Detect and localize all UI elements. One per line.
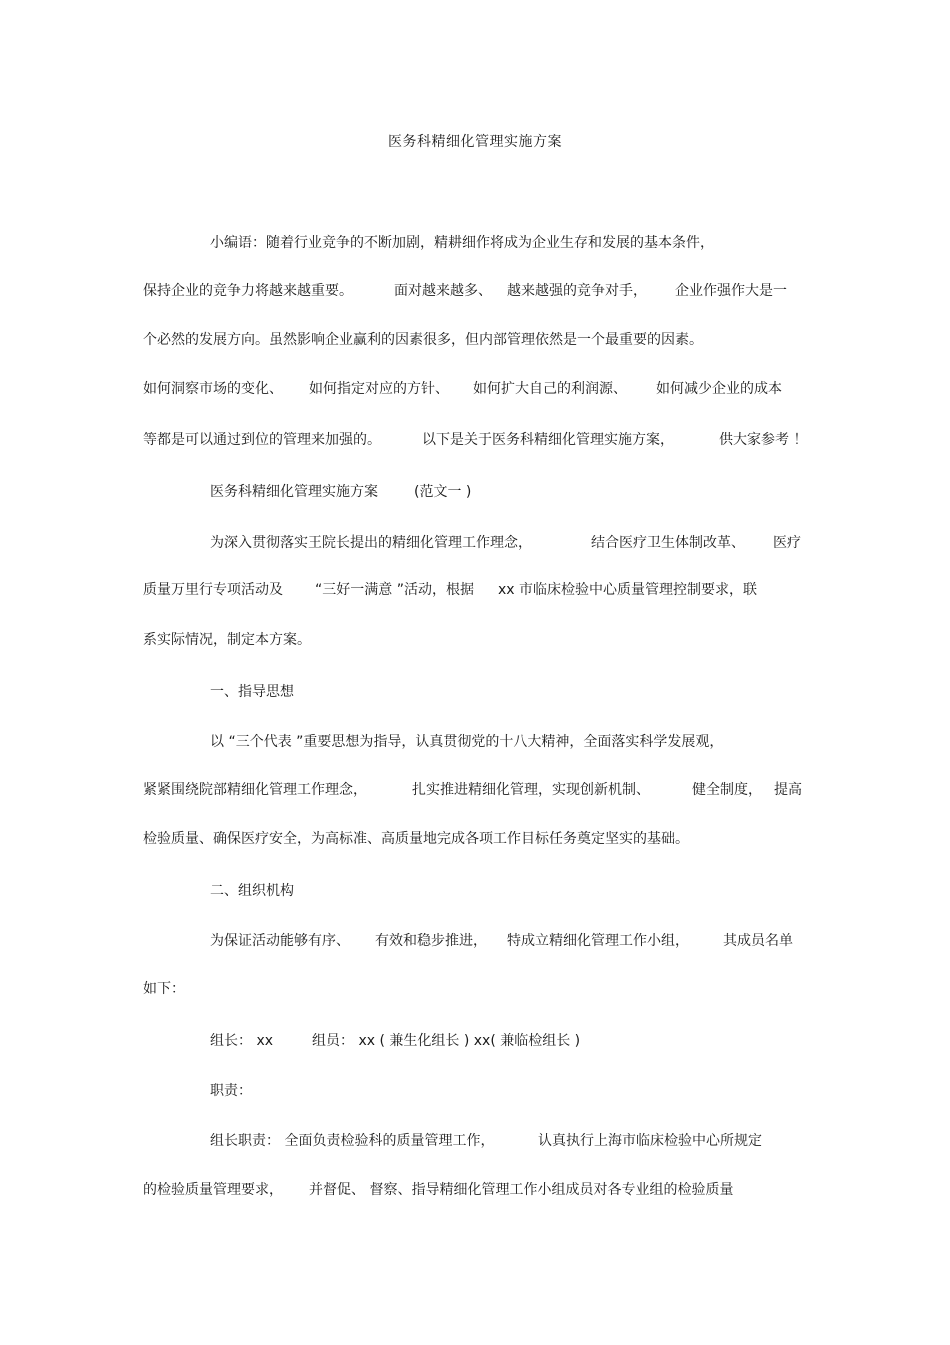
text-segment: 特成立精细化管理工作小组，	[507, 933, 689, 949]
text-segment: 认真执行上海市临床检验中心所规定	[538, 1133, 762, 1149]
text-segment: 如何减少企业的成本	[656, 381, 782, 397]
text-segment: 如何指定对应的方针、	[309, 381, 449, 397]
document-title: 医务科精细化管理实施方案	[388, 134, 562, 150]
text-segment: 面对越来越多、	[394, 283, 492, 299]
text-segment: 检验质量、确保医疗安全，为高标准、高质量地完成各项工作目标任务奠定坚实的基础。	[143, 831, 689, 847]
text-segment: 组长职责： 全面负责检验科的质量管理工作，	[210, 1133, 495, 1149]
text-segment: 医务科精细化管理实施方案	[210, 484, 378, 500]
text-segment: “三好一满意 ”活动，根据	[315, 582, 474, 598]
text-segment: 等都是可以通过到位的管理来加强的。	[143, 432, 381, 448]
text-segment: 为保证活动能够有序、	[210, 933, 350, 949]
text-segment: 其成员名单	[723, 933, 793, 949]
text-segment: 如下：	[143, 981, 185, 997]
text-segment: xx 市临床检验中心质量管理控制要求，联	[498, 582, 758, 598]
text-segment: 有效和稳步推进，	[375, 933, 487, 949]
text-segment: 紧紧围绕院部精细化管理工作理念，	[143, 782, 367, 798]
text-segment: 健全制度，	[692, 782, 762, 798]
text-segment: 个必然的发展方向。虽然影响企业赢利的因素很多，但内部管理依然是一个最重要的因素。	[143, 332, 703, 348]
text-segment: 越来越强的竞争对手，	[507, 283, 647, 299]
text-segment: 提高	[774, 782, 802, 798]
text-segment: 为深入贯彻落实王院长提出的精细化管理工作理念，	[210, 535, 532, 551]
text-segment: 医疗	[773, 535, 801, 551]
text-segment: 企业作强作大是一	[675, 283, 787, 299]
text-segment: (范文一 )	[414, 484, 472, 500]
text-segment: 质量万里行专项活动及	[143, 582, 283, 598]
text-segment: 一、指导思想	[210, 684, 294, 700]
text-segment: 结合医疗卫生体制改革、	[591, 535, 745, 551]
text-segment: 系实际情况，制定本方案。	[143, 632, 311, 648]
text-segment: 如何洞察市场的变化、	[143, 381, 283, 397]
text-segment: 并督促、 督察、指导精细化管理工作小组成员对各专业组的检验质量	[309, 1182, 734, 1198]
text-segment: 职责：	[210, 1083, 252, 1099]
text-segment: 保持企业的竞争力将越来越重要。	[143, 283, 353, 299]
text-segment: 二、组织机构	[210, 883, 294, 899]
text-segment: 小编语：随着行业竞争的不断加剧，精耕细作将成为企业生存和发展的基本条件，	[210, 235, 714, 251]
text-segment: 的检验质量管理要求，	[143, 1182, 283, 1198]
text-segment: 如何扩大自己的利润源、	[473, 381, 627, 397]
text-segment: 以下是关于医务科精细化管理实施方案，	[422, 432, 674, 448]
text-segment: 以 “三个代表 ”重要思想为指导，认真贯彻党的十八大精神，全面落实科学发展观，	[210, 734, 724, 750]
group-members: 组员： xx ( 兼生化组长 ) xx( 兼临检组长 )	[312, 1033, 581, 1049]
text-segment: 供大家参考 ！	[719, 432, 808, 448]
group-leader: 组长： xx	[210, 1033, 274, 1049]
text-segment: 扎实推进精细化管理，实现创新机制、	[412, 782, 650, 798]
